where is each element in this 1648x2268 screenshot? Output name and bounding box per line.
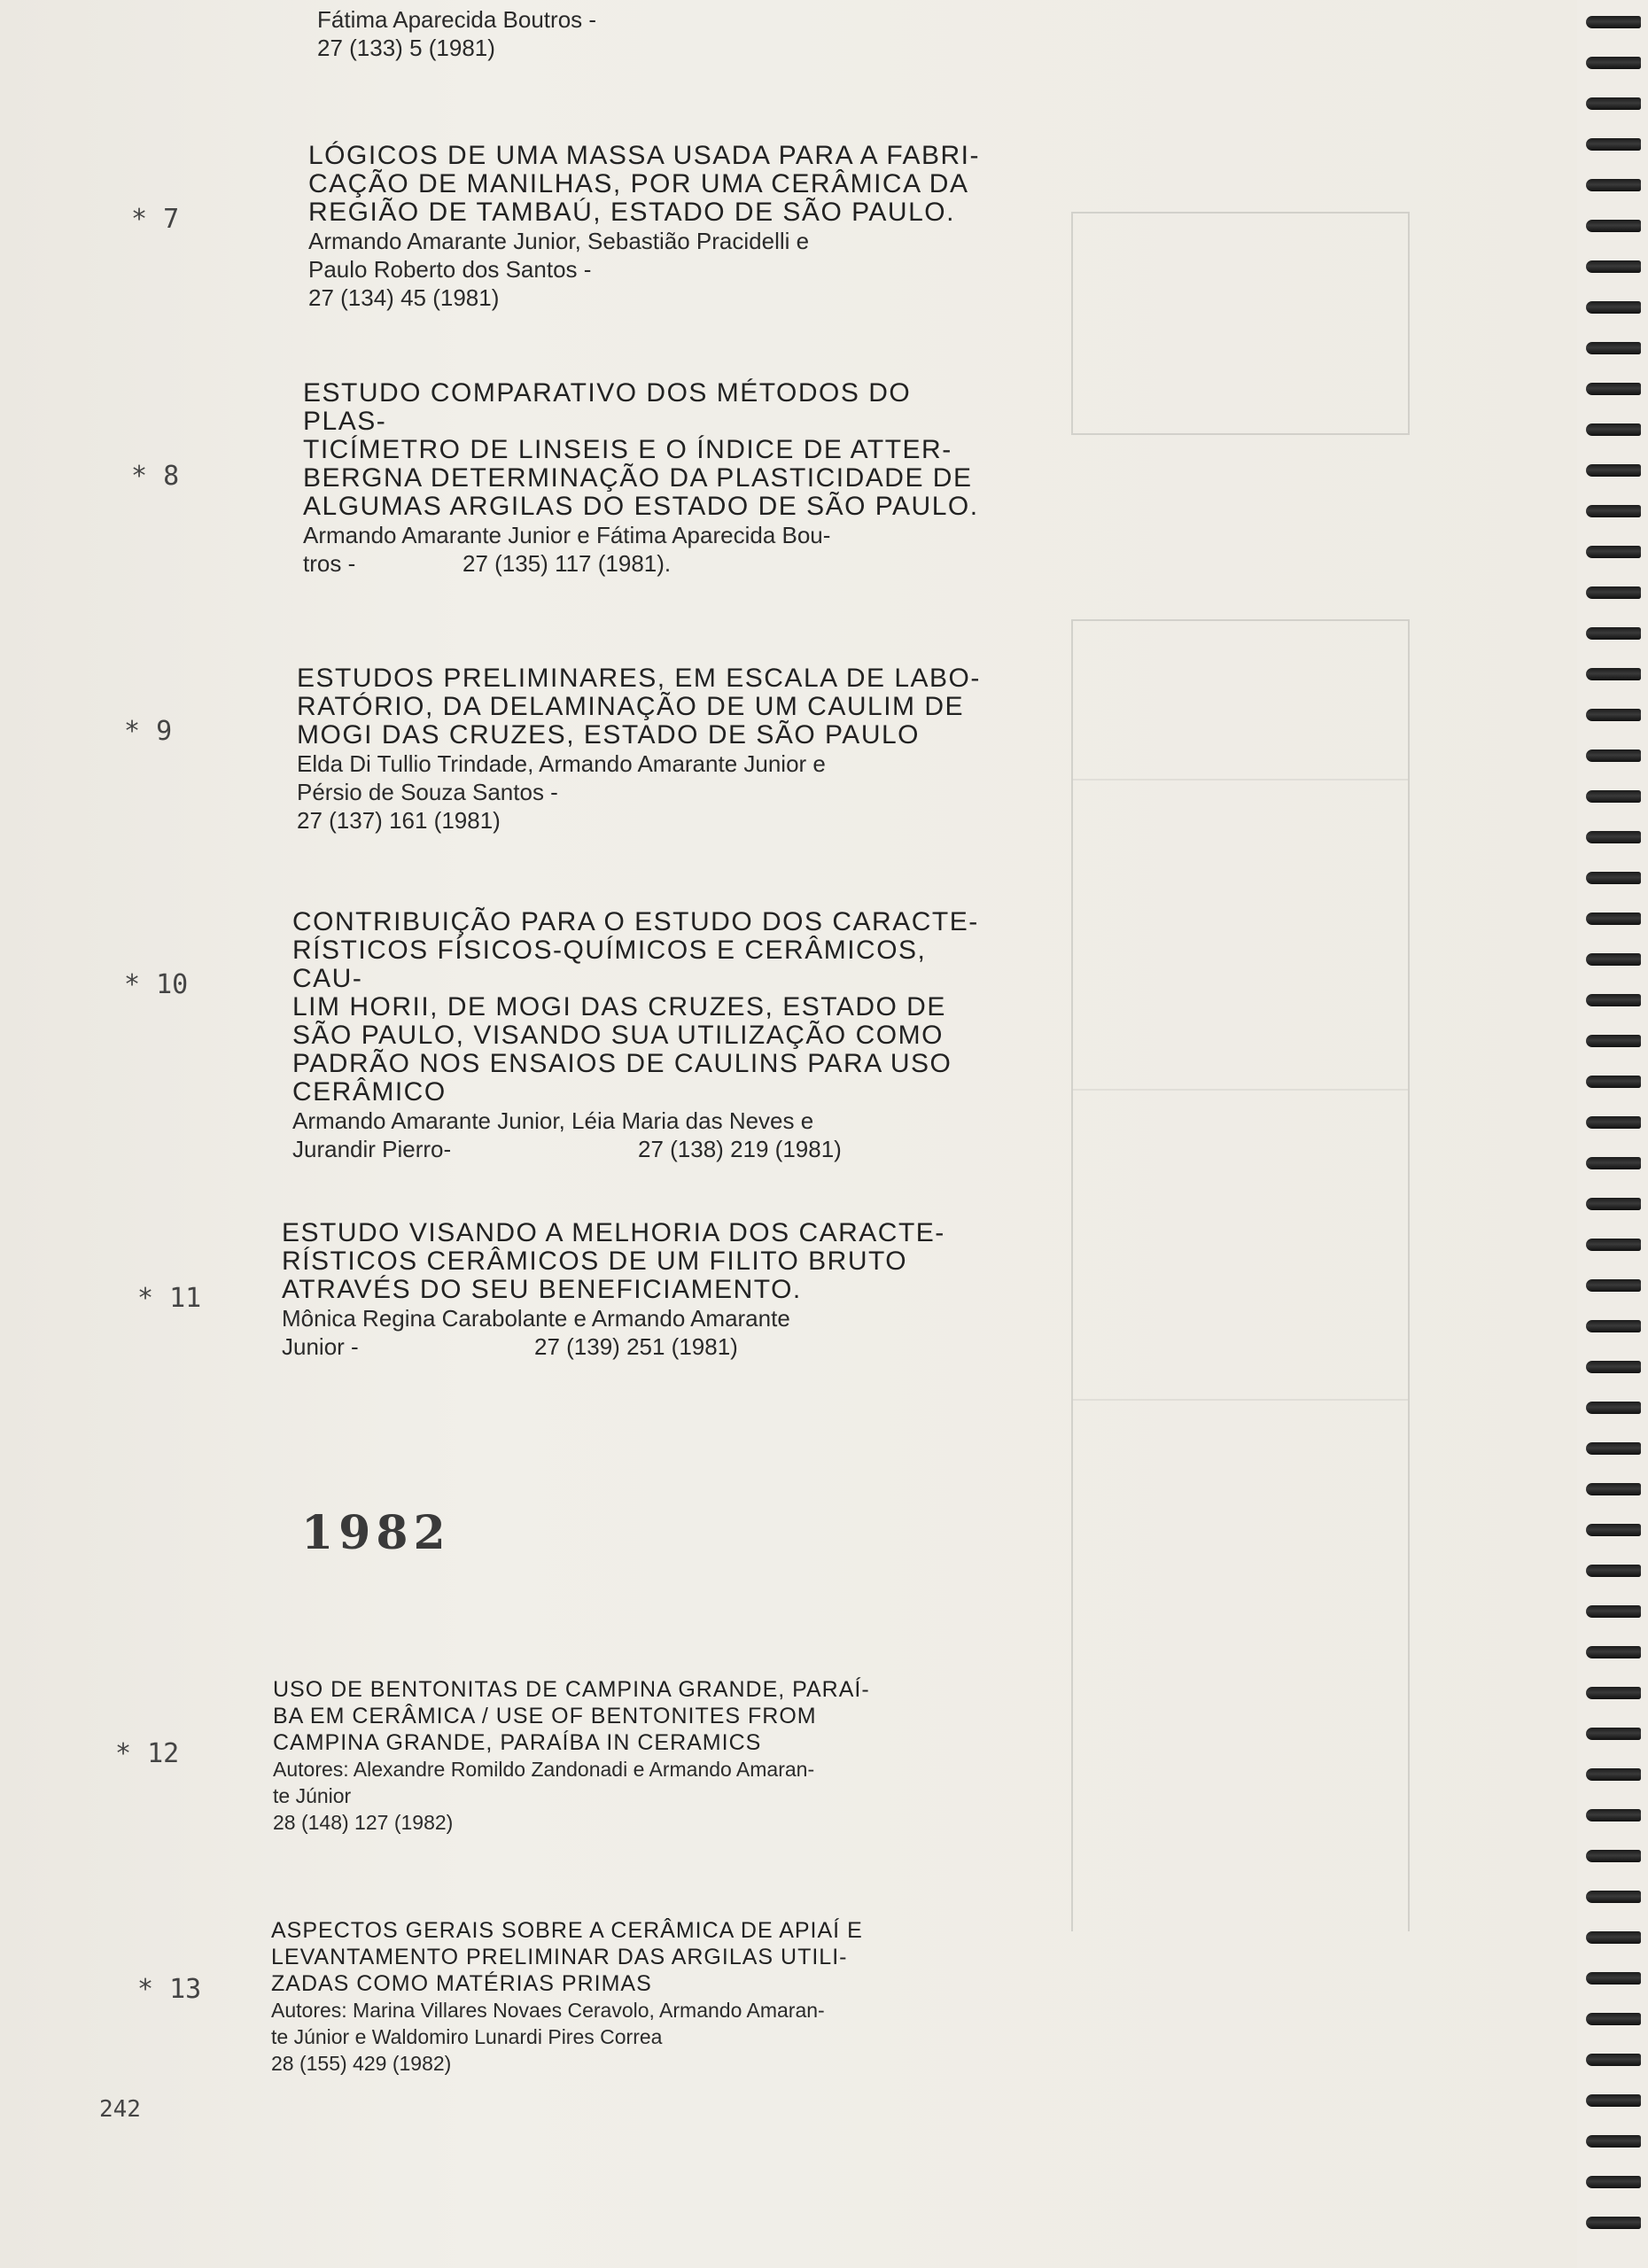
entry-reference: 27 (133) 5 (1981) bbox=[317, 35, 495, 61]
spiral-ring bbox=[1586, 994, 1641, 1006]
spiral-ring bbox=[1586, 1524, 1641, 1536]
show-through-shadow bbox=[1063, 159, 1418, 1931]
spiral-ring bbox=[1586, 260, 1641, 273]
spiral-ring bbox=[1586, 1442, 1641, 1455]
entry-title: LÓGICOS DE UMA MASSA USADA PARA A FABRI- CAÇÃO DE MANILHAS, POR UMA CERÂMICA DA REGIÃO DE TAMBAÚ, ESTADO DE SÃO PAULO. bbox=[308, 141, 980, 227]
bibliography-entry bbox=[308, 142, 999, 312]
spiral-ring bbox=[1586, 383, 1641, 395]
spiral-ring bbox=[1586, 1728, 1641, 1740]
spiral-ring bbox=[1586, 2054, 1641, 2066]
spiral-ring bbox=[1586, 1809, 1641, 1821]
bibliography-entry bbox=[292, 908, 1001, 1163]
entry-number: * 13 bbox=[137, 1974, 202, 2005]
spiral-ring bbox=[1586, 627, 1641, 640]
entry-reference: 27 (138) 219 (1981) bbox=[638, 1136, 842, 1162]
entry-reference: 27 (134) 45 (1981) bbox=[308, 284, 500, 311]
entry-authors: Mônica Regina Carabolante e Armando Amarante Junior - bbox=[282, 1305, 790, 1360]
entry-number: * 12 bbox=[115, 1738, 180, 1769]
spiral-ring bbox=[1586, 1768, 1641, 1781]
spiral-ring bbox=[1586, 2217, 1641, 2229]
entry-authors: Autores: Marina Villares Novaes Ceravolo, Armando Amaran- te Júnior e Waldomiro Lunardi Pires Correa bbox=[271, 1999, 825, 2048]
entry-title: ESTUDOS PRELIMINARES, EM ESCALA DE LABO- RATÓRIO, DA DELAMINAÇÃO DE UM CAULIM DE MOGI DAS CRUZES, ESTADO DE SÃO PAULO bbox=[297, 664, 981, 750]
entry-reference: 28 (155) 429 (1982) bbox=[271, 2052, 452, 2075]
spiral-ring bbox=[1586, 1035, 1641, 1047]
entry-reference: 27 (135) 117 (1981). bbox=[463, 550, 672, 577]
spiral-ring bbox=[1586, 586, 1641, 599]
entry-number: * 7 bbox=[131, 204, 180, 235]
page-number: 242 bbox=[99, 2096, 141, 2123]
spiral-ring bbox=[1586, 1198, 1641, 1210]
spiral-ring bbox=[1586, 1157, 1641, 1169]
entry-reference: 28 (148) 127 (1982) bbox=[273, 1811, 454, 1834]
spiral-ring bbox=[1586, 57, 1641, 69]
entry-authors: Elda Di Tullio Trindade, Armando Amarante Junior e Pérsio de Souza Santos - bbox=[297, 750, 826, 805]
spiral-ring bbox=[1586, 1402, 1641, 1414]
entry-number: * 9 bbox=[124, 716, 173, 747]
spiral-ring bbox=[1586, 16, 1641, 28]
entry-title: ESTUDO COMPARATIVO DOS MÉTODOS DO PLAS- TICÍMETRO DE LINSEIS E O ÍNDICE DE ATTER- BERGNA DETERMINAÇÃO DA PLASTICIDADE DE ALGUMAS ARGILAS DO ESTADO DE SÃO PAULO. bbox=[303, 378, 979, 521]
spiral-ring bbox=[1586, 2176, 1641, 2188]
entry-title: ASPECTOS GERAIS SOBRE A CERÂMICA DE APIAÍ E LEVANTAMENTO PRELIMINAR DAS ARGILAS UTILI- ZADAS COMO MATÉRIAS PRIMAS bbox=[271, 1918, 863, 1996]
spiral-ring bbox=[1586, 546, 1641, 558]
spiral-ring bbox=[1586, 1320, 1641, 1332]
spiral-ring bbox=[1586, 1116, 1641, 1129]
spiral-ring bbox=[1586, 1239, 1641, 1251]
spiral-ring bbox=[1586, 1687, 1641, 1699]
spiral-ring bbox=[1586, 2094, 1641, 2107]
entry-number: * 8 bbox=[131, 461, 180, 492]
spiral-ring bbox=[1586, 1605, 1641, 1618]
spiral-ring bbox=[1586, 1279, 1641, 1292]
bibliography-entry bbox=[273, 1676, 999, 1836]
spiral-ring bbox=[1586, 1483, 1641, 1495]
spiral-binding bbox=[1577, 0, 1648, 2268]
top-fragment bbox=[317, 5, 596, 62]
spiral-ring bbox=[1586, 1931, 1641, 1944]
entry-title: ESTUDO VISANDO A MELHORIA DOS CARACTE- RÍSTICOS CERÂMICOS DE UM FILITO BRUTO ATRAVÉS DO SEU BENEFICIAMENTO. bbox=[282, 1218, 945, 1304]
spiral-ring bbox=[1586, 750, 1641, 762]
spiral-ring bbox=[1586, 138, 1641, 151]
entry-authors: Fátima Aparecida Boutros - bbox=[317, 6, 597, 33]
spiral-ring bbox=[1586, 1850, 1641, 1862]
spiral-ring bbox=[1586, 301, 1641, 314]
entry-title: USO DE BENTONITAS DE CAMPINA GRANDE, PARAÍ- BA EM CERÂMICA / USE OF BENTONITES FROM CAMPINA GRANDE, PARAÍBA IN CERAMICS bbox=[273, 1677, 870, 1755]
entry-reference: 27 (137) 161 (1981) bbox=[297, 807, 501, 834]
entry-authors: Armando Amarante Junior e Fátima Aparecida Bou- tros - bbox=[303, 522, 831, 577]
entry-authors: Armando Amarante Junior, Léia Maria das Neves e Jurandir Pierro- bbox=[292, 1107, 814, 1162]
spiral-ring bbox=[1586, 342, 1641, 354]
spiral-ring bbox=[1586, 220, 1641, 232]
spiral-ring bbox=[1586, 2135, 1641, 2148]
spiral-ring bbox=[1586, 668, 1641, 680]
entry-title: CONTRIBUIÇÃO PARA O ESTUDO DOS CARACTE- RÍSTICOS FÍSICOS-QUÍMICOS E CERÂMICOS, CAU- LIM HORII, DE MOGI DAS CRUZES, ESTADO DE SÃO PAULO, VISANDO SUA UTILIZAÇÃO COMO PADRÃO NOS ENSAIOS DE CAULINS PARA USO CERÂMICO bbox=[292, 907, 979, 1107]
bibliography-entry bbox=[282, 1219, 991, 1361]
entry-authors: Autores: Alexandre Romildo Zandonadi e Armando Amaran- te Júnior bbox=[273, 1758, 815, 1807]
spiral-ring bbox=[1586, 1076, 1641, 1088]
spiral-ring bbox=[1586, 872, 1641, 884]
bibliography-entry bbox=[303, 379, 994, 578]
spiral-ring bbox=[1586, 97, 1641, 110]
entry-reference: 27 (139) 251 (1981) bbox=[534, 1333, 738, 1360]
spiral-ring bbox=[1586, 464, 1641, 477]
spiral-ring bbox=[1586, 831, 1641, 843]
spiral-ring bbox=[1586, 505, 1641, 517]
spiral-ring bbox=[1586, 790, 1641, 803]
spiral-ring bbox=[1586, 423, 1641, 436]
bibliography-entry bbox=[271, 1917, 998, 2077]
entry-number: * 10 bbox=[124, 969, 189, 1000]
spiral-ring bbox=[1586, 1972, 1641, 1984]
entry-authors: Armando Amarante Junior, Sebastião Pracidelli e Paulo Roberto dos Santos - bbox=[308, 228, 810, 283]
spiral-ring bbox=[1586, 913, 1641, 925]
spiral-ring bbox=[1586, 1361, 1641, 1373]
spiral-ring bbox=[1586, 953, 1641, 966]
spiral-ring bbox=[1586, 709, 1641, 721]
entry-number: * 11 bbox=[137, 1283, 202, 1314]
spiral-ring bbox=[1586, 1891, 1641, 1903]
spiral-ring bbox=[1586, 2013, 1641, 2025]
spiral-ring bbox=[1586, 1646, 1641, 1658]
year-heading: 1982 bbox=[301, 1506, 451, 1560]
bibliography-entry bbox=[297, 664, 997, 835]
spiral-ring bbox=[1586, 1565, 1641, 1577]
spiral-ring bbox=[1586, 179, 1641, 191]
